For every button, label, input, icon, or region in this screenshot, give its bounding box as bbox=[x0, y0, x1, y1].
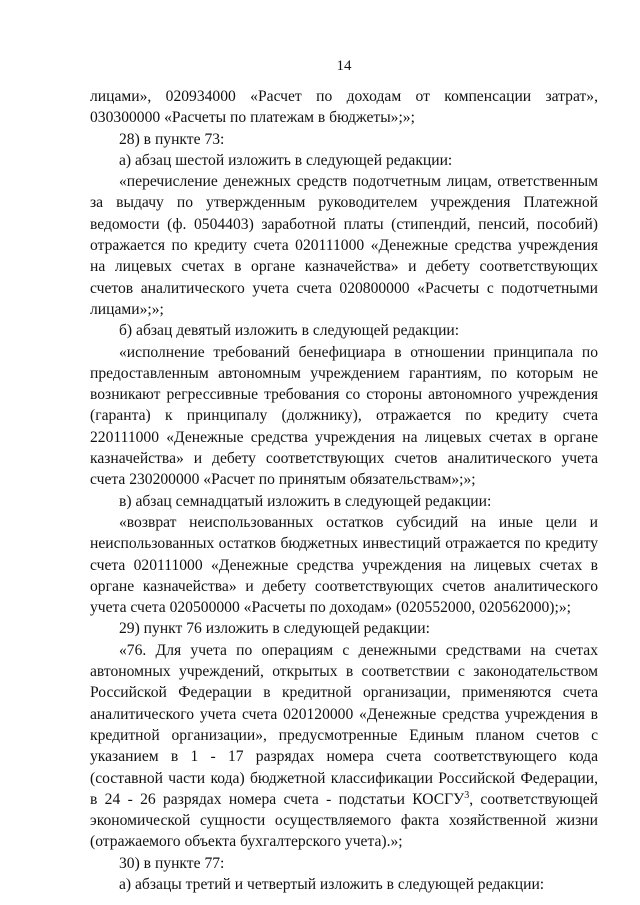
paragraph-quote-1: «перечисление денежных средств подотчетным лицам, ответственным за выдачу по утвержденным руководителем учреждения Платежной ведомости (ф. 0504403) заработной платы (стипендий, пенсий, пособий) отражается по кредиту счета 020111000 «Денежные средства учреждения на лицевых счетах в органе казначейства» и дебету соответствующих счетов аналитического учета счета 020800000 «Расчеты с подотчетными лицами»;»; bbox=[90, 173, 598, 318]
document-body bbox=[90, 86, 598, 895]
footnote-mark: 3 bbox=[464, 789, 470, 801]
page-number: 14 bbox=[336, 58, 352, 74]
paragraph-continuation: лицами», 020934000 «Расчет по доходам от компенсации затрат», 030300000 «Расчеты по платежам в бюджеты»;»; bbox=[90, 88, 598, 127]
paragraph-quote-2: «исполнение требований бенефициара в отношении принципала по предоставленным автономным учреждением гарантиям, по которым не возникают регрессивные требования со стороны автономного учреждения (гаранта) к принципалу (должнику), отражается по кредиту счета 220111000 «Денежные средства учреждения на лицевых счетах в органе казначейства» и дебету соответствующих счетов аналитического учета счета 230200000 «Расчет по принятым обязательствам»;»; bbox=[90, 343, 598, 489]
paragraph-item-28: 28) в пункте 73: bbox=[119, 130, 225, 148]
paragraph-quote-3: «возврат неиспользованных остатков субсидий на иные цели и неиспользованных остатков бюджетных инвестиций отражается по кредиту счета 020111000 «Денежные средства учреждения на лицевых счетах в органе казначейства» и дебету соответствующих счетов аналитического учета счета 020500000 «Расчеты по доходам» (020552000, 020562000);»; bbox=[90, 513, 598, 617]
paragraph-quote-76-part1: «76. Для учета по операциям с денежными средствами на счетах автономных учреждений, открытых в соответствии с законодательством Российской Федерации в кредитной организации, применяются счета аналитического учета счета 020120000 «Денежные средства учреждения в кредитной организации», предусмотренные Единым планом счетов с указанием в 1 - 17 разрядах номера счета соответствующего кода (составной части кода) бюджетной классификации Российской Федерации, в 24 - 26 разрядах номера счета - подстатьи КОСГУ bbox=[90, 641, 598, 808]
paragraph-subitem-a-2: а) абзацы третий и четвертый изложить в следующей редакции: bbox=[119, 875, 545, 893]
paragraph-item-30: 30) в пункте 77: bbox=[119, 854, 225, 872]
document-page bbox=[90, 0, 598, 905]
paragraph-subitem-a: а) абзац шестой изложить в следующей редакции: bbox=[119, 151, 453, 169]
paragraph-subitem-b: б) абзац девятый изложить в следующей редакции: bbox=[119, 322, 460, 340]
paragraph-subitem-v: в) абзац семнадцатый изложить в следующей редакции: bbox=[119, 492, 492, 510]
paragraph-quote-76-part2: , соответствующей экономической сущности осуществляемого факта хозяйственной жизни (отражаемого объекта бухгалтерского учета).»; bbox=[90, 790, 599, 851]
paragraph-quote-76 bbox=[90, 640, 598, 853]
paragraph-item-29: 29) пункт 76 изложить в следующей редакции: bbox=[119, 620, 430, 638]
